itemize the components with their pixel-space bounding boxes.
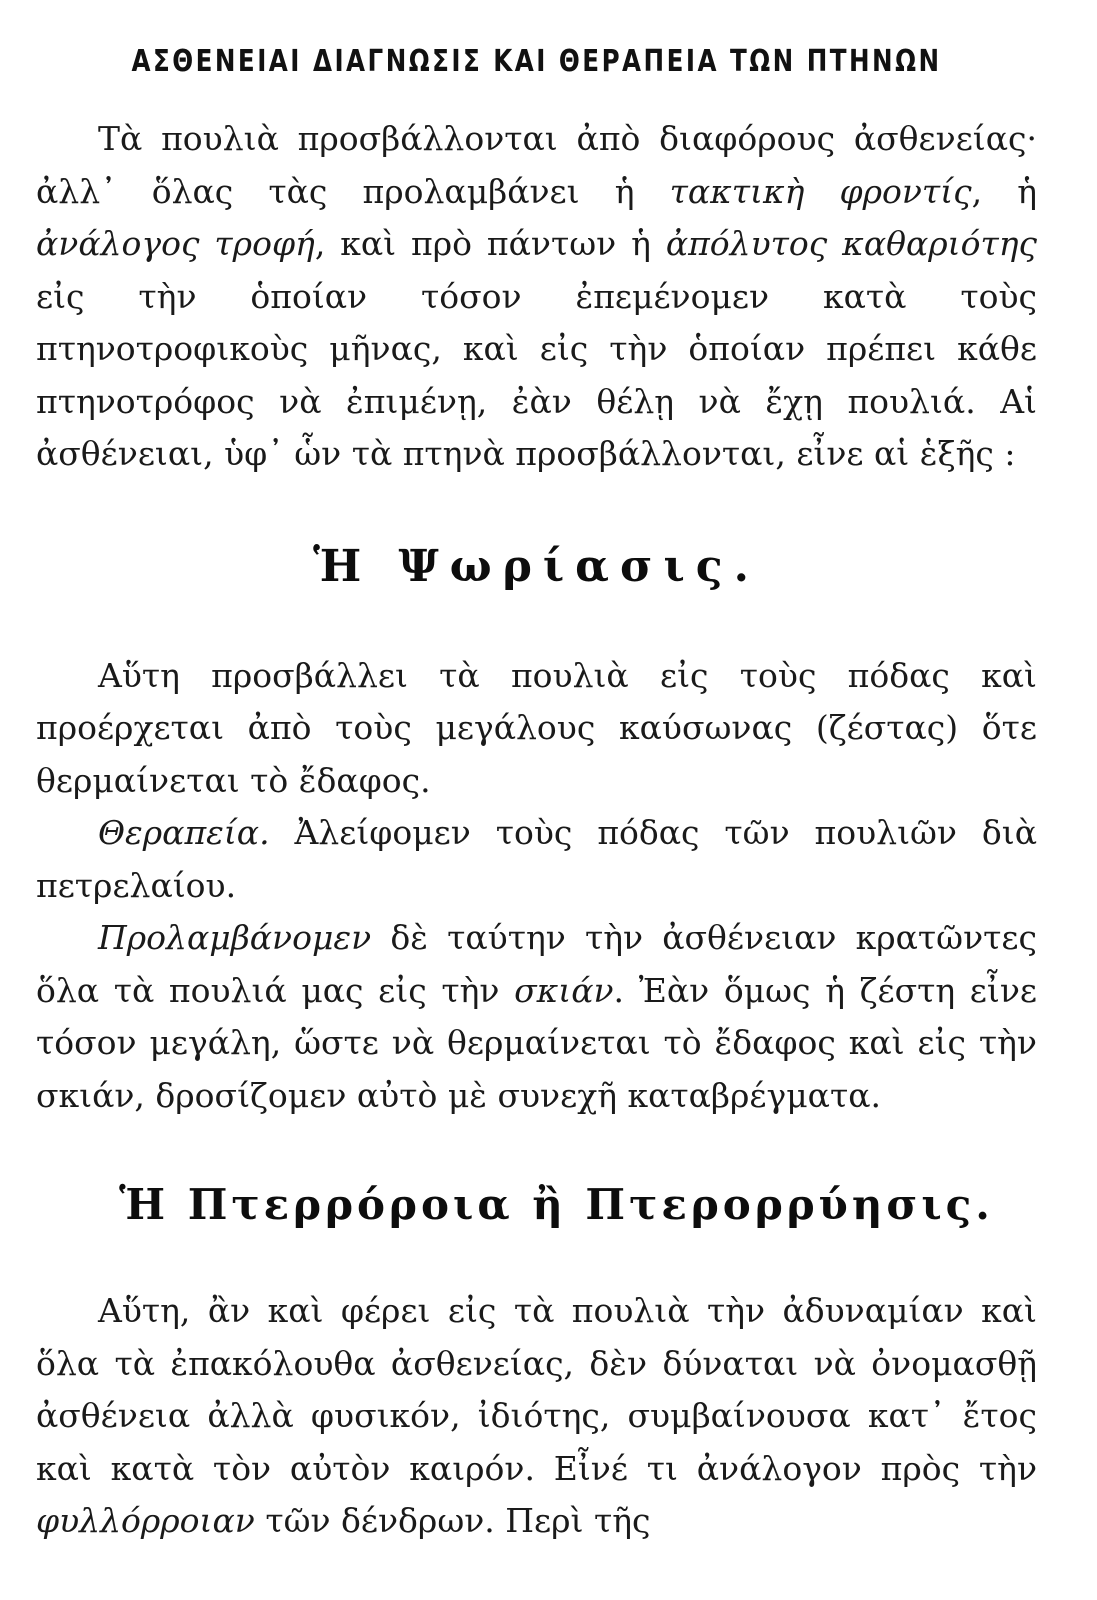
- intro-text-1: Τὰ πουλιὰ προσβάλλονται ἀπὸ διαφόρους ἀσθενείας· ἀλλ᾿ ὅλας τὰς προλαμβάνει ἡ: [36, 119, 1037, 211]
- section-heading-psoriasis: Ἡ Ψωρίασις.: [313, 540, 760, 592]
- intro-paragraph: [36, 113, 1037, 481]
- prevention-label: Προλαμβάνομεν: [98, 918, 372, 957]
- prevention-text-1: δὲ ταύτην τὴν ἀσθένειαν κρατῶντες ὅλα τὰ πουλιά μας εἰς τὴν: [36, 918, 1037, 1010]
- psoriasis-paragraph-1: Αὕτη προσβάλλει τὰ πουλιὰ εἰς τοὺς πόδας καὶ προέρχεται ἀπὸ τοὺς μεγάλους καύσωνας (ζέστας) ὅτε θερμαίνεται τὸ ἔδαφος.: [36, 655, 1037, 800]
- intro-emphasis-2: ἀνάλογος τροφή: [36, 224, 315, 263]
- therapy-label: Θεραπεία.: [98, 813, 270, 852]
- moulting-emphasis: φυλλόρροιαν: [36, 1501, 255, 1540]
- psoriasis-paragraph-prevention: [36, 912, 1037, 1122]
- therapy-text: Ἀλείφομεν τοὺς πόδας τῶν πουλιῶν διὰ πετρελαίου.: [36, 813, 1037, 905]
- moulting-paragraph-1: [36, 1285, 1037, 1548]
- moulting-text-1: Αὕτη, ἂν καὶ φέρει εἰς τὰ πουλιὰ τὴν ἀδυναμίαν καὶ ὅλα τὰ ἐπακόλουθα ἀσθενείας, δὲν δύναται νὰ ὀνομασθῇ ἀσθένεια ἀλλὰ φυσικόν, ἰδιότης, συμβαίνουσα κατ᾿ ἔτος καὶ κατὰ τὸν αὐτὸν καιρόν. Εἶνέ τι ἀνάλογον πρὸς τὴν: [36, 1291, 1037, 1488]
- section-heading-moulting: Ἡ Πτερρόροια ἢ Πτερορρύησις.: [119, 1180, 994, 1229]
- running-head: ΑΣΘΕΝΕΙΑΙ ΔΙΑΓΝΩΣΙΣ ΚΑΙ ΘΕΡΑΠΕΙΑ ΤΩΝ ΠΤΗΝΩΝ: [131, 44, 942, 79]
- intro-emphasis-1: τακτικὴ φροντίς: [669, 171, 972, 211]
- moulting-text-2: τῶν δένδρων. Περὶ τῆς: [254, 1501, 651, 1540]
- prevention-emphasis: σκιάν: [514, 970, 614, 1010]
- intro-text-3: , καὶ πρὸ πάντων ἡ: [314, 224, 666, 263]
- prevention-text-2: . Ἐὰν ὅμως ἡ ζέστη εἶνε τόσον μεγάλη, ὥστε νὰ θερμαίνεται τὸ ἔδαφος καὶ εἰς τὴν σκιάν, δροσίζομεν αὐτὸ μὲ συνεχῆ καταβρέγματα.: [36, 970, 1037, 1115]
- intro-emphasis-3: ἀπόλυτος καθαριότης: [665, 224, 1037, 263]
- intro-text-2: , ἡ: [971, 171, 1037, 211]
- intro-text-4: εἰς τὴν ὁποίαν τόσον ἐπεμένομεν κατὰ τοὺς πτηνοτροφικοὺς μῆνας, καὶ εἰς τὴν ὁποίαν πρέπει κάθε πτηνοτρόφος νὰ ἐπιμένῃ, ἐὰν θέλῃ νὰ ἔχῃ πουλιά. Αἱ ἀσθένειαι, ὑφ᾿ ὧν τὰ πτηνὰ προσβάλλονται, εἶνε αἱ ἑξῆς :: [36, 276, 1037, 473]
- psoriasis-paragraph-therapy: [36, 807, 1037, 912]
